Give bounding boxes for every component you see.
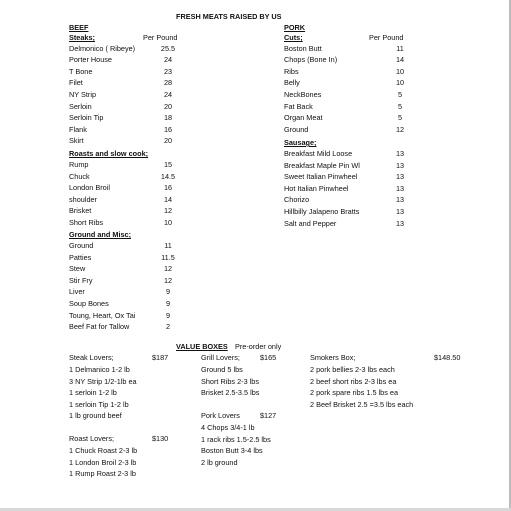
- smokers-box-item: 2 pork bellies 2-3 lbs each: [310, 365, 395, 374]
- beef-ground-row: [69, 265, 192, 276]
- page-title: FRESH MEATS RAISED BY US: [176, 12, 282, 21]
- beef-ground-row: [69, 300, 192, 311]
- smokers-box-item: 2 beef short ribs 2-3 lbs ea: [310, 376, 397, 386]
- pork-sausage-row: [284, 162, 424, 173]
- beef-steak-row-price: 24: [163, 89, 173, 99]
- pork-sausage-row-name: Salt and Pepper: [284, 218, 337, 228]
- beef-ground-row-price: 9: [165, 310, 171, 320]
- grill-lovers-item: Ground 5 lbs: [201, 365, 243, 374]
- beef-steak-row-name: Skirt: [69, 136, 84, 146]
- smokers-box-item: 2 Beef Brisket 2.5 =3.5 lbs each: [310, 399, 414, 409]
- beef-steak-row-price: 18: [163, 113, 173, 123]
- beef-ground-row: [69, 323, 192, 334]
- pork-sausage-row-name: Breakfast Mild Loose: [284, 149, 353, 158]
- beef-steak-row-name: Porter House: [69, 55, 112, 65]
- pork-sausage-row: [284, 220, 424, 231]
- pork-cut-row-price: 10: [395, 66, 405, 76]
- steak-lovers-title: Steak Lovers;: [69, 353, 114, 362]
- beef-steak-row: [69, 45, 192, 56]
- beef-roast-row-name: Chuck: [69, 171, 90, 181]
- pork-cut-row-price: 11: [396, 43, 404, 53]
- steaks-label: Steaks;: [69, 33, 95, 42]
- pork-cut-row: [284, 103, 424, 114]
- preorder-note: Pre-order only: [235, 342, 282, 351]
- pork-sausage-row-price: 13: [395, 183, 405, 193]
- beef-roast-row-name: Rump: [69, 160, 89, 169]
- pork-sausage-row: [284, 150, 424, 161]
- beef-roast-row-price: 16: [163, 183, 173, 193]
- beef-ground-row-name: Ground: [69, 241, 94, 250]
- beef-ground-row-price: 11.5: [161, 252, 175, 262]
- pork-cut-row-name: Chops (Bone In): [284, 55, 338, 65]
- pork-sausage-row-price: 13: [395, 149, 405, 158]
- beef-steak-row: [69, 137, 192, 148]
- pork-cut-row-price: 5: [397, 89, 403, 99]
- beef-steak-row-price: 24: [163, 55, 173, 65]
- pork-cut-row: [284, 79, 424, 90]
- pork-sausage-row-name: Sweet Italian Pinwheel: [284, 172, 358, 182]
- smokers-box-title: Smokers Box;: [310, 353, 356, 362]
- roast-lovers-item: 1 London Broil 2-3 lb: [69, 457, 137, 467]
- pork-cut-row: [284, 56, 424, 67]
- pork-cut-row: [284, 114, 424, 125]
- value-boxes-heading: VALUE BOXES: [176, 342, 228, 351]
- beef-roast-row-price: 10: [163, 218, 173, 227]
- grill-lovers-item: Short Ribs 2-3 lbs: [201, 376, 259, 386]
- beef-ground-row-price: 9: [165, 299, 171, 308]
- pork-cut-row: [284, 91, 424, 102]
- ground-misc-label: Ground and Misc;: [69, 230, 132, 239]
- pork-sausage-row-price: 13: [395, 218, 405, 228]
- pork-cut-row: [284, 45, 424, 56]
- beef-steak-row-name: T Bone: [69, 66, 93, 76]
- pork-sausage-row: [284, 208, 424, 219]
- pork-lovers-item: 1 rack ribs 1.5-2.5 lbs: [201, 434, 271, 444]
- pork-sausage-row: [284, 185, 424, 196]
- pork-sausage-row: [284, 196, 424, 207]
- beef-steak-row-name: NY Strip: [69, 89, 97, 99]
- pork-sausage-row-price: 13: [395, 207, 405, 216]
- pork-cut-row-name: NeckBones: [284, 89, 322, 99]
- steak-lovers-item: 3 NY Strip 1/2-1lb ea: [69, 376, 137, 386]
- beef-ground-row: [69, 254, 192, 265]
- pork-cut-row: [284, 126, 424, 137]
- beef-ground-row-name: Toung, Heart, Ox Tai: [69, 310, 136, 320]
- pork-cut-row-name: Ribs: [284, 66, 299, 76]
- pork-cut-row-name: Fat Back: [284, 101, 313, 111]
- pork-sausage-row-name: Hot Italian Pinwheel: [284, 183, 349, 193]
- beef-steak-row-name: Filet: [69, 78, 83, 88]
- beef-steak-row-price: 25.5: [160, 43, 176, 53]
- beef-roast-row-name: shoulder: [69, 194, 97, 204]
- grill-lovers-title: Grill Lovers;: [201, 353, 240, 362]
- pork-sausage-row-name: Breakfast Maple Pin Wl: [284, 160, 360, 170]
- beef-roast-row: [69, 219, 192, 230]
- pork-sausage-row-price: 13: [395, 172, 405, 182]
- smokers-box-item: 2 pork spare ribs 1.5 lbs ea: [310, 388, 399, 398]
- beef-steak-row-price: 20: [163, 136, 173, 146]
- beef-roast-row-name: Short Ribs: [69, 218, 104, 227]
- beef-steak-row-name: Flank: [69, 124, 87, 134]
- beef-ground-row-name: Patties: [69, 252, 92, 262]
- beef-ground-row: [69, 277, 192, 288]
- beef-roast-row: [69, 207, 192, 218]
- beef-steak-row-price: 23: [163, 66, 173, 76]
- beef-ground-row-price: 9: [165, 287, 171, 297]
- beef-steak-row: [69, 68, 192, 79]
- roast-lovers-item: 1 Chuck Roast 2-3 lb: [69, 446, 138, 455]
- roast-lovers-item: 1 Rump Roast 2-3 lb: [69, 469, 136, 479]
- beef-roast-row-name: London Broil: [69, 183, 110, 193]
- beef-roast-row-price: 14.5: [160, 171, 176, 181]
- beef-steak-row-price: 28: [163, 78, 173, 88]
- beef-roast-row: [69, 196, 192, 207]
- beef-steak-row-price: 20: [163, 101, 173, 111]
- roast-lovers-title: Roast Lovers;: [69, 434, 115, 443]
- pork-cut-row-name: Organ Meat: [284, 113, 323, 123]
- pork-sausage-row: [284, 173, 424, 184]
- roast-lovers-price: $130: [152, 434, 169, 443]
- beef-ground-row: [69, 242, 192, 253]
- beef-ground-row-name: Liver: [69, 287, 85, 297]
- beef-steak-row: [69, 79, 192, 90]
- beef-roast-row-price: 14: [163, 194, 173, 204]
- pork-cut-row-name: Belly: [284, 78, 300, 88]
- beef-ground-row-name: Stew: [69, 264, 86, 274]
- beef-ground-row-price: 2: [165, 322, 171, 332]
- grill-lovers-price: $165: [260, 353, 277, 362]
- steak-lovers-item: 1 lb ground beef: [69, 411, 122, 421]
- pork-sausage-row-name: Hillbilly Jalapeno Bratts: [284, 207, 360, 216]
- pork-lovers-price: $127: [260, 411, 277, 420]
- beef-roast-row: [69, 184, 192, 195]
- beef-roast-row-name: Brisket: [69, 206, 92, 216]
- steak-lovers-price: $187: [152, 353, 169, 362]
- pork-lovers-item: Boston Butt 3-4 lbs: [201, 446, 263, 456]
- beef-per-pound-label: Per Pound: [143, 33, 178, 42]
- pork-sausage-row-name: Chorizo: [284, 195, 310, 205]
- smokers-box-price: $148.50: [434, 353, 461, 362]
- roasts-label: Roasts and slow cook;: [69, 149, 149, 158]
- pork-cut-row-price: 10: [395, 78, 405, 88]
- pork-cut-row: [284, 68, 424, 79]
- beef-roast-row-price: 15: [163, 160, 173, 169]
- pork-cut-row-price: 5: [397, 101, 403, 111]
- pork-cut-row-price: 5: [397, 113, 403, 123]
- beef-roast-row-price: 12: [163, 206, 173, 216]
- steak-lovers-item: 1 Delmanico 1-2 lb: [69, 365, 130, 374]
- steak-lovers-item: 1 serloin 1-2 lb: [69, 388, 117, 398]
- beef-ground-row-price: 12: [163, 264, 173, 274]
- beef-roast-row: [69, 161, 192, 172]
- steak-lovers-item: 1 serloin Tip 1-2 lb: [69, 399, 129, 409]
- beef-steak-row: [69, 126, 192, 137]
- beef-ground-row-price: 11: [164, 241, 172, 250]
- beef-ground-row: [69, 288, 192, 299]
- pork-heading: PORK: [284, 23, 306, 32]
- pork-sausage-row-price: 13: [395, 195, 405, 205]
- pork-cut-row-price: 12: [395, 124, 405, 134]
- pork-lovers-title: Pork Lovers: [201, 411, 240, 420]
- beef-steak-row-name: Delmonico ( Ribeye): [69, 43, 136, 53]
- grill-lovers-item: Brisket 2.5-3.5 lbs: [201, 388, 260, 398]
- sausage-label: Sausage;: [284, 138, 317, 147]
- beef-steak-row-price: 16: [163, 124, 173, 134]
- beef-heading: BEEF: [69, 23, 89, 32]
- beef-ground-row-name: Soup Bones: [69, 299, 109, 308]
- beef-steak-row: [69, 91, 192, 102]
- beef-ground-row: [69, 312, 192, 323]
- beef-steak-row-name: Serloin Tip: [69, 113, 104, 123]
- beef-steak-row: [69, 103, 192, 114]
- beef-steak-row: [69, 56, 192, 67]
- beef-steak-row-name: Serloin: [69, 101, 92, 111]
- pork-lovers-item: 4 Chops 3/4-1 lb: [201, 423, 255, 432]
- pork-cut-row-price: 14: [395, 55, 405, 65]
- pork-lovers-item: 2 lb ground: [201, 457, 238, 467]
- pork-per-pound-label: Per Pound: [369, 33, 404, 42]
- pork-sausage-row-price: 13: [395, 160, 405, 170]
- pork-cut-row-name: Boston Butt: [284, 43, 322, 53]
- beef-steak-row: [69, 114, 192, 125]
- pork-cut-row-name: Ground: [284, 124, 309, 134]
- beef-ground-row-price: 12: [163, 275, 173, 285]
- beef-ground-row-name: Beef Fat for Tallow: [69, 322, 130, 332]
- beef-ground-row-name: Stir Fry: [69, 275, 93, 285]
- beef-roast-row: [69, 173, 192, 184]
- cuts-label: Cuts;: [284, 33, 303, 42]
